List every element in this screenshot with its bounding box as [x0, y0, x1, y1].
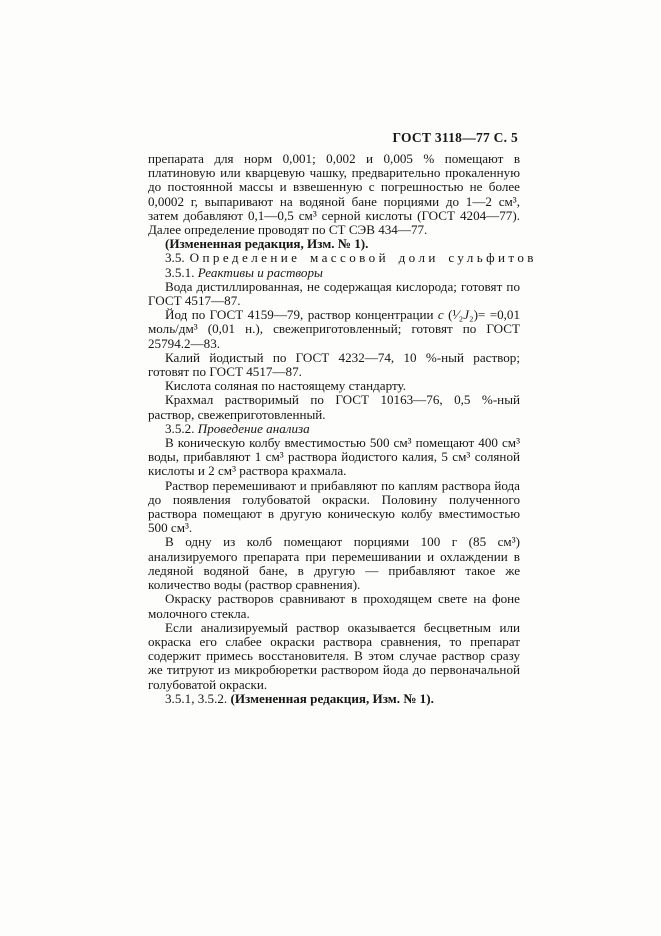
paragraph-color-comparison: Окраску растворов сравнивают в проходящем свете на фоне молочного стекла. [148, 591, 520, 621]
amendment-text: (Измененная редакция, Изм. № 1). [230, 690, 434, 706]
text-run: ₂)= =0,01 моль/дм³ (0,01 н.), свежеприготовленный; готовят по ГОСТ 25794.2—83. [148, 307, 521, 351]
paragraph-titration: Если анализируемый раствор оказывается бесцветным или окраска его слабее окраски раствора сравнения, то препарат содержит примесь восстановителя. В этом случае раствор сразу же титруют из микробюретки раствором йода до первоначальной голубоватой окраски. [148, 619, 520, 692]
paragraph-starch: Крахмал растворимый по ГОСТ 10163—76, 0,5 %-ный раствор, свежеприготовленный. [148, 392, 520, 422]
running-header: ГОСТ 3118—77 С. 5 [392, 130, 518, 145]
subsection-number: 3.5.1. [165, 264, 198, 280]
clause-numbers: 3.5.1, 3.5.2. [165, 690, 231, 706]
paragraph-sample-addition: В одну из колб помещают порциями 100 г (85 см³) анализируемого препарата при перемешивании и охлаждении в ледяной водяной бане, в другую — прибавляют такое же количество воды (раствор сравнения). [148, 534, 520, 593]
paragraph-potassium-iodide: Калий йодистый по ГОСТ 4232—74, 10 %-ный раствор; готовят по ГОСТ 4517—87. [148, 349, 520, 380]
subsection-heading-3-5-1 [148, 266, 520, 280]
subsection-heading-3-5-2 [148, 422, 520, 436]
paragraph-iodine [148, 308, 520, 351]
text-run: Йод по ГОСТ 4159—79, раствор концентрации [165, 307, 438, 323]
text-block [148, 151, 537, 706]
iodine-symbol: J [463, 307, 469, 323]
paragraph-hydrochloric-acid: Кислота соляная по настоящему стандарту. [165, 378, 407, 394]
paragraph-water: Вода дистиллированная, не содержащая кислорода; готовят по ГОСТ 4517—87. [148, 278, 520, 309]
amendment-note: (Измененная редакция, Изм. № 1). [165, 236, 369, 252]
section-number: 3.5. [165, 250, 185, 266]
amendment-note-final [148, 692, 520, 706]
concentration-symbol: с [437, 307, 444, 323]
paragraph-stirring: Раствор перемешивают и прибавляют по каплям раствора йода до появления голубоватой окраски. Половину полученного раствора помещают в другую коническую колбу вместимостью 500 см³. [148, 477, 520, 536]
section-heading-3-5 [148, 250, 537, 266]
subsection-title: Проведение анализа [197, 420, 310, 436]
text-run: (¹⁄₂ [443, 307, 464, 323]
paragraph-continuation: препарата для норм 0,001; 0,002 и 0,005 % помещают в платиновую или кварцевую чашку, предварительно прокаленную до постоянной массы и взвешенную с погрешностью не более 0,0002 г, выпаривают на водяной бане порциями до 1—2 см³, затем добавляют 0,1—0,5 см³ серной кислоты (ГОСТ 4204—77). Далее определение проводят по СТ СЭВ 434—77. [148, 151, 520, 238]
subsection-title: Реактивы и растворы [197, 264, 323, 280]
section-title: Определение массовой доли сульфитов [189, 250, 537, 266]
paragraph-flask-preparation: В коническую колбу вместимостью 500 см³ помещают 400 см³ воды, прибавляют 1 см³ раствора йодистого калия, 5 см³ соляной кислоты и 2 см³ раствора крахмала. [148, 435, 520, 479]
subsection-number: 3.5.2. [165, 420, 198, 436]
